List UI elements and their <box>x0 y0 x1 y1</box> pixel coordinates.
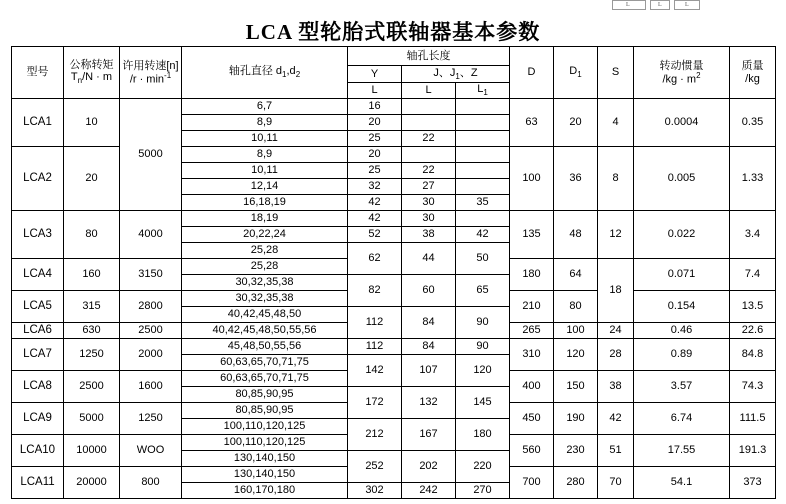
cell-bore-len-l: 107 <box>402 355 456 387</box>
cell-inertia: 6.74 <box>634 403 730 435</box>
cell-bore-len-l1 <box>456 115 510 131</box>
header-allowable-speed <box>120 47 182 99</box>
cell-bore-len-l <box>402 115 456 131</box>
cell-S: 28 <box>598 339 634 371</box>
cell-bore-len-l1: 145 <box>456 387 510 419</box>
cell-bore-diameter: 8,9 <box>182 147 348 163</box>
cell-speed: 2000 <box>120 339 182 371</box>
cell-D1: 80 <box>554 291 598 323</box>
cell-bore-len-l: 202 <box>402 451 456 483</box>
cell-bore-len-y: 172 <box>348 387 402 419</box>
cell-bore-len-y: 252 <box>348 451 402 483</box>
table-row <box>12 211 776 227</box>
header-inertia-line2: $/kg \cdot m^2$ <box>662 70 701 86</box>
header-D1: $D_1$ <box>554 47 598 99</box>
cell-inertia: 0.022 <box>634 211 730 259</box>
cell-bore-len-l: 30 <box>402 211 456 227</box>
cell-bore-len-l1: 90 <box>456 307 510 339</box>
header-bore-diameter: 轴孔直径 $d_1,d_2$ <box>182 47 348 99</box>
cell-bore-len-y: 302 <box>348 483 402 499</box>
cell-mass: 13.5 <box>730 291 776 323</box>
cell-bore-len-l: 30 <box>402 195 456 211</box>
cell-mass: 111.5 <box>730 403 776 435</box>
cell-bore-len-l1 <box>456 163 510 179</box>
cell-bore-len-l1 <box>456 147 510 163</box>
header-jjz-sub: 1 <box>455 71 460 81</box>
cell-bore-diameter: 40,42,45,48,50 <box>182 307 348 323</box>
cell-bore-len-l1: 50 <box>456 243 510 275</box>
cell-bore-diameter: 12,14 <box>182 179 348 195</box>
cell-D: 265 <box>510 323 554 339</box>
cell-bore-len-y: 112 <box>348 339 402 355</box>
header-bore-len-L1: $L_1$ <box>456 83 510 99</box>
cell-D1: 36 <box>554 147 598 211</box>
cell-inertia: 0.154 <box>634 291 730 323</box>
cell-bore-len-l: 27 <box>402 179 456 195</box>
cell-bore-len-l1: 180 <box>456 419 510 451</box>
cell-mass: 0.35 <box>730 99 776 147</box>
cell-S: 8 <box>598 147 634 211</box>
cell-bore-diameter: 16,18,19 <box>182 195 348 211</box>
cell-torque: 80 <box>64 211 120 259</box>
cell-bore-len-l: 132 <box>402 387 456 419</box>
cell-D1: 100 <box>554 323 598 339</box>
cell-bore-diameter: 100,110,120,125 <box>182 435 348 451</box>
cell-bore-len-l: 84 <box>402 307 456 339</box>
cell-mass: 1.33 <box>730 147 776 211</box>
cell-bore-len-y: 42 <box>348 211 402 227</box>
table-body <box>12 99 776 499</box>
header-inertia-sup: 2 <box>696 70 701 80</box>
cell-bore-len-y: 32 <box>348 179 402 195</box>
cell-bore-len-l: 60 <box>402 275 456 307</box>
cell-D: 135 <box>510 211 554 259</box>
header-mass-line1: 质量 <box>741 60 764 73</box>
cell-torque: 10000 <box>64 435 120 467</box>
cell-bore-len-l1 <box>456 211 510 227</box>
cell-model: LCA9 <box>12 403 64 435</box>
cell-inertia: 0.46 <box>634 323 730 339</box>
cell-bore-diameter: 8,9 <box>182 115 348 131</box>
cell-speed: 5000 <box>120 99 182 211</box>
cell-torque: 10 <box>64 99 120 147</box>
cell-bore-diameter: 30,32,35,38 <box>182 291 348 307</box>
cell-bore-diameter: 10,11 <box>182 131 348 147</box>
header-bore-len-L: L <box>402 83 456 99</box>
cell-bore-len-y: 20 <box>348 115 402 131</box>
cell-bore-diameter: 80,85,90,95 <box>182 403 348 419</box>
top-diagram-fragment <box>604 0 724 14</box>
cell-D: 700 <box>510 467 554 499</box>
cell-model: LCA7 <box>12 339 64 371</box>
header-model: 型号 <box>12 47 64 99</box>
cell-D1: 190 <box>554 403 598 435</box>
cell-torque: 20000 <box>64 467 120 499</box>
header-torque-sub: n <box>77 76 83 86</box>
cell-bore-diameter: 30,32,35,38 <box>182 275 348 291</box>
cell-inertia: 0.0004 <box>634 99 730 147</box>
cell-bore-len-y: 42 <box>348 195 402 211</box>
cell-bore-len-l <box>402 99 456 115</box>
cell-mass: 7.4 <box>730 259 776 291</box>
cell-bore-diameter: 40,42,45,48,50,55,56 <box>182 323 348 339</box>
cell-bore-len-y: 25 <box>348 163 402 179</box>
cell-speed: 1600 <box>120 371 182 403</box>
cell-bore-len-l <box>402 147 456 163</box>
cell-bore-diameter: 100,110,120,125 <box>182 419 348 435</box>
cell-torque: 160 <box>64 259 120 291</box>
header-speed-line1: 许用转速[n] <box>122 59 179 72</box>
cell-inertia: 17.55 <box>634 435 730 467</box>
cell-bore-len-l: 167 <box>402 419 456 451</box>
cell-D: 400 <box>510 371 554 403</box>
cell-torque: 315 <box>64 291 120 323</box>
cell-D1: 48 <box>554 211 598 259</box>
cell-bore-len-l1 <box>456 131 510 147</box>
cell-S: 38 <box>598 371 634 403</box>
cell-inertia: 0.071 <box>634 259 730 291</box>
header-nominal-torque <box>64 47 120 99</box>
header-bore-length-group: 轴孔长度 <box>348 47 510 66</box>
cell-D1: 20 <box>554 99 598 147</box>
fragment-label-3: L <box>685 2 689 8</box>
cell-bore-len-y: 25 <box>348 131 402 147</box>
cell-mass: 74.3 <box>730 371 776 403</box>
cell-bore-len-y: 16 <box>348 99 402 115</box>
cell-bore-diameter: 45,48,50,55,56 <box>182 339 348 355</box>
cell-model: LCA3 <box>12 211 64 259</box>
cell-S: 24 <box>598 323 634 339</box>
cell-bore-len-l1 <box>456 179 510 195</box>
cell-D1: 150 <box>554 371 598 403</box>
cell-bore-len-y: 212 <box>348 419 402 451</box>
header-mass <box>730 47 776 99</box>
cell-bore-len-l: 38 <box>402 227 456 243</box>
cell-model: LCA6 <box>12 323 64 339</box>
header-inertia <box>634 47 730 99</box>
cell-bore-diameter: 10,11 <box>182 163 348 179</box>
header-bore-len-y: Y <box>348 66 402 83</box>
cell-bore-len-l: 44 <box>402 243 456 275</box>
cell-S: 42 <box>598 403 634 435</box>
cell-speed: 2500 <box>120 323 182 339</box>
cell-torque: 20 <box>64 147 120 211</box>
table-header <box>12 47 776 99</box>
cell-S: 4 <box>598 99 634 147</box>
cell-S: 70 <box>598 467 634 499</box>
cell-model: LCA8 <box>12 371 64 403</box>
cell-speed: 2800 <box>120 291 182 323</box>
cell-bore-diameter: 130,140,150 <box>182 467 348 483</box>
cell-bore-len-l1: 120 <box>456 355 510 387</box>
cell-bore-diameter: 60,63,65,70,71,75 <box>182 355 348 371</box>
cell-bore-diameter: 25,28 <box>182 243 348 259</box>
cell-bore-diameter: 160,170,180 <box>182 483 348 499</box>
header-speed-sup: -1 <box>164 70 172 80</box>
cell-bore-diameter: 130,140,150 <box>182 451 348 467</box>
cell-D: 63 <box>510 99 554 147</box>
cell-bore-diameter: 18,19 <box>182 211 348 227</box>
cell-model: LCA2 <box>12 147 64 211</box>
cell-bore-len-l1: 35 <box>456 195 510 211</box>
header-bore-sub2: 2 <box>295 70 301 80</box>
cell-bore-diameter: 60,63,65,70,71,75 <box>182 371 348 387</box>
cell-bore-len-l: 242 <box>402 483 456 499</box>
cell-bore-len-l1: 42 <box>456 227 510 243</box>
cell-model: LCA10 <box>12 435 64 467</box>
page-title: LCA 型轮胎式联轴器基本参数 <box>245 20 541 44</box>
header-L1-sub: 1 <box>483 88 488 98</box>
cell-D: 450 <box>510 403 554 435</box>
cell-bore-diameter: 6,7 <box>182 99 348 115</box>
cell-torque: 630 <box>64 323 120 339</box>
cell-bore-len-l1: 65 <box>456 275 510 307</box>
cell-mass: 373 <box>730 467 776 499</box>
cell-S: 51 <box>598 435 634 467</box>
cell-D1: 64 <box>554 259 598 291</box>
cell-bore-len-y: 82 <box>348 275 402 307</box>
cell-speed: 800 <box>120 467 182 499</box>
cell-bore-len-l1: 220 <box>456 451 510 483</box>
cell-bore-len-y: 20 <box>348 147 402 163</box>
cell-D1: 120 <box>554 339 598 371</box>
cell-speed: WOO <box>120 435 182 467</box>
cell-bore-diameter: 80,85,90,95 <box>182 387 348 403</box>
header-nominal-torque-line2: $T_n/N \cdot m$ <box>70 71 113 86</box>
cell-model: LCA11 <box>12 467 64 499</box>
table-row <box>12 339 776 355</box>
cell-D1: 280 <box>554 467 598 499</box>
cell-torque: 1250 <box>64 339 120 371</box>
parameters-table-container <box>11 46 775 499</box>
header-D1-sub: 1 <box>577 70 582 80</box>
cell-inertia: 0.005 <box>634 147 730 211</box>
cell-torque: 2500 <box>64 371 120 403</box>
cell-D: 560 <box>510 435 554 467</box>
cell-bore-len-y: 112 <box>348 307 402 339</box>
cell-D: 100 <box>510 147 554 211</box>
header-S: S <box>598 47 634 99</box>
cell-S: 18 <box>598 259 634 323</box>
cell-bore-diameter: 20,22,24 <box>182 227 348 243</box>
cell-bore-len-y: 52 <box>348 227 402 243</box>
cell-bore-len-l: 22 <box>402 163 456 179</box>
cell-speed: 3150 <box>120 259 182 291</box>
cell-mass: 22.6 <box>730 323 776 339</box>
cell-D1: 230 <box>554 435 598 467</box>
parameters-table <box>11 46 776 499</box>
cell-bore-len-l: 84 <box>402 339 456 355</box>
cell-mass: 3.4 <box>730 211 776 259</box>
cell-bore-len-y: 62 <box>348 243 402 275</box>
header-inertia-line1: 转动惯量 <box>659 59 704 72</box>
cell-inertia: 54.1 <box>634 467 730 499</box>
table-row <box>12 99 776 115</box>
cell-D: 210 <box>510 291 554 323</box>
cell-bore-len-l1 <box>456 99 510 115</box>
cell-D: 180 <box>510 259 554 291</box>
cell-bore-len-l1: 90 <box>456 339 510 355</box>
cell-S: 12 <box>598 211 634 259</box>
fragment-label-1: L <box>626 2 630 8</box>
cell-mass: 84.8 <box>730 339 776 371</box>
cell-bore-len-l1: 270 <box>456 483 510 499</box>
cell-bore-diameter: 25,28 <box>182 259 348 275</box>
header-mass-line2: /kg <box>745 72 760 85</box>
cell-D: 310 <box>510 339 554 371</box>
header-bore-len-jjz: J、$J_1$、Z <box>402 66 510 83</box>
header-bore-sub1: 1 <box>282 70 287 80</box>
cell-bore-len-l: 22 <box>402 131 456 147</box>
cell-mass: 191.3 <box>730 435 776 467</box>
header-speed-line2: $/r \cdot \min^{-1}$ <box>129 70 172 86</box>
cell-bore-len-y: 142 <box>348 355 402 387</box>
header-D: D <box>510 47 554 99</box>
header-bore-len-y-L: L <box>348 83 402 99</box>
cell-torque: 5000 <box>64 403 120 435</box>
cell-model: LCA4 <box>12 259 64 291</box>
cell-speed: 1250 <box>120 403 182 435</box>
cell-inertia: 0.89 <box>634 339 730 371</box>
fragment-label-2: L <box>658 2 662 8</box>
cell-speed: 4000 <box>120 211 182 259</box>
header-nominal-torque-line1: 公称转矩 <box>69 58 114 71</box>
cell-inertia: 3.57 <box>634 371 730 403</box>
cell-model: LCA5 <box>12 291 64 323</box>
cell-model: LCA1 <box>12 99 64 147</box>
